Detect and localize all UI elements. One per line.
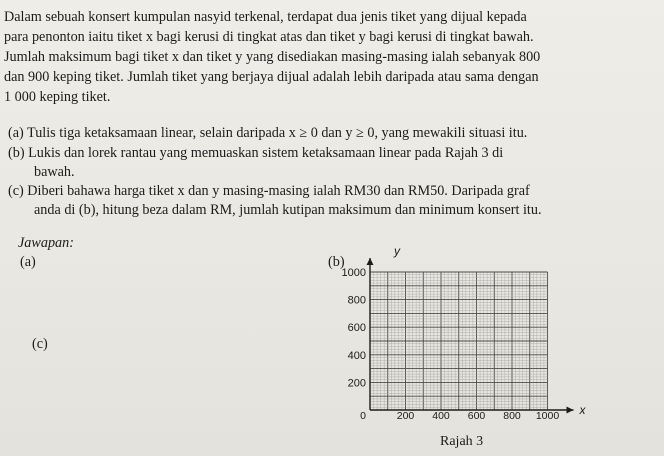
graph-axes <box>367 258 574 414</box>
y-tick-label: 1000 <box>341 267 366 279</box>
y-tick-label: 800 <box>347 294 366 307</box>
y-axis-arrow-icon <box>367 258 374 265</box>
x-tick-label: 0 <box>360 410 366 422</box>
x-tick-label: 400 <box>432 410 450 422</box>
figure-caption: Rajah 3 <box>440 434 484 449</box>
question-b-line-1: (b) Lukis dan lorek rantau yang memuaskan sistem ketaksamaan linear pada Rajah 3 di <box>8 145 504 161</box>
x-tick-label: 200 <box>396 410 415 422</box>
intro-line-5: 1 000 keping tiket. <box>4 89 111 105</box>
y-tick-label: 600 <box>347 322 366 335</box>
answer-label-b: (b) <box>328 254 345 270</box>
question-c-line-1: (c) Diberi bahawa harga tiket x dan y masing-masing ialah RM30 dan RM50. Daripada graf <box>8 183 530 199</box>
x-axis-arrow-icon <box>567 407 574 414</box>
y-tick-label: 400 <box>347 349 366 362</box>
question-a: (a) Tulis tiga ketaksamaan linear, selain daripada x ≥ 0 dan y ≥ 0, yang mewakili situasi itu. <box>8 125 528 141</box>
graph-grid <box>370 272 548 410</box>
intro-line-1: Dalam sebuah konsert kumpulan nasyid terkenal, terdapat dua jenis tiket yang dijual kepada <box>4 9 527 25</box>
question-c-line-2: anda di (b), hitung beza dalam RM, jumlah kutipan maksimum dan minimum konsert itu. <box>34 202 542 218</box>
intro-line-2: para penonton iaitu tiket x bagi kerusi di tingkat atas dan tiket y bagi kerusi di tingkat bawah. <box>4 29 534 45</box>
answer-label-c: (c) <box>32 336 48 352</box>
y-tick-label: 200 <box>347 377 366 390</box>
x-tick-label: 1000 <box>535 410 560 422</box>
intro-line-4: dan 900 keping tiket. Jumlah tiket yang berjaya dijual adalah lebih daripada atau sama dengan <box>4 69 539 85</box>
answer-label-a: (a) <box>20 254 36 270</box>
x-tick-label: 600 <box>467 410 486 422</box>
intro-line-3: Jumlah maksimum bagi tiket x dan tiket y yang disediakan masing-masing ialah sebanyak 800 <box>4 49 541 65</box>
x-axis-label: x <box>579 403 586 417</box>
x-tick-label: 800 <box>503 410 521 422</box>
answer-heading: Jawapan: <box>18 235 74 251</box>
graph-labels <box>342 244 587 422</box>
question-b-line-2: bawah. <box>34 164 75 180</box>
y-axis-label: y <box>394 244 400 258</box>
